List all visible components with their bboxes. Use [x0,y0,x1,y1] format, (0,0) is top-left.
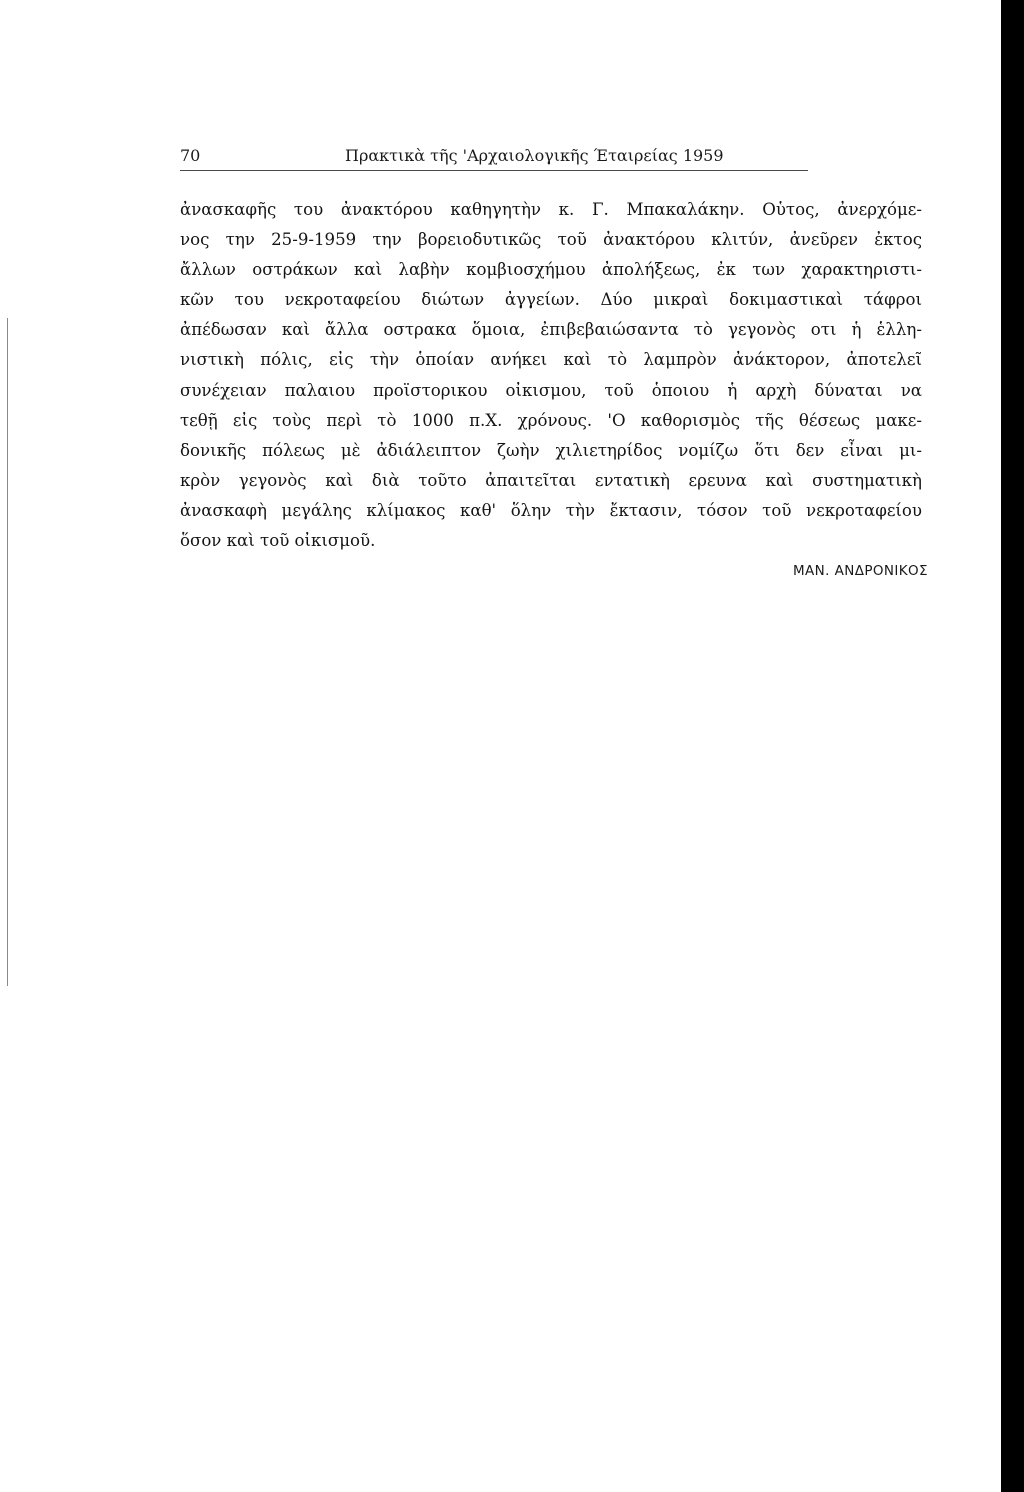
running-title: Πρακτικὰ τῆς 'Αρχαιολογικῆς Έταιρείας 1959 [345,146,724,165]
text-line: νιστικὴ πόλις, εἰς τὴν ὁποίαν ανήκει καὶ τὸ λαμπρὸν ἀνάκτορον, ἀποτελεῖ [180,350,922,370]
body-paragraph [180,195,922,556]
page-number: 70 [180,146,201,165]
text-line: ἀνασκαφῆς του ἀνακτόρου καθηγητὴν κ. Γ. Μπακαλάκην. Οὑτος, ἀνερχόμε- [180,200,922,219]
text-line: νος την 25-9-1959 την βορειοδυτικῶς τοῦ ἀνακτόρου κλιτύν, ἀνεῦρεν ἐκτος [180,230,922,250]
text-line: κρὸν γεγονὸς καὶ διὰ τοῦτο ἀπαιτεῖται εντατικὴ ερευνα καὶ συστηματικὴ [180,470,922,490]
text-line: ἀνασκαφὴ μεγάλης κλίμακος καθ' ὅλην τὴν ἔκτασιν, τόσον τοῦ νεκροταφείου [180,500,922,520]
text-line: ὅσον καὶ τοῦ οἰκισμοῦ. [180,531,376,551]
text-line: κῶν του νεκροταφείου διώτων ἀγγείων. Δύο μικραὶ δοκιμαστικαὶ τάφροι [180,290,922,310]
running-header [180,146,770,170]
binding-mark [7,318,8,986]
text-line: ἄλλων οστράκων καὶ λαβὴν κομβιοσχήμου ἀπολήξεως, ἐκ των χαρακτηριστι- [180,260,922,280]
author-signature: ΜΑΝ. ΑΝΔΡΟΝΙΚΟΣ [793,563,928,579]
text-line: ἀπέδωσαν καὶ ἄλλα οστρακα ὅμοια, ἐπιβεβαιώσαντα τὸ γεγονὸς οτι ἡ ἑλλη- [180,320,922,340]
text-line: τεθῇ εἰς τοὺς περὶ τὸ 1000 π.Χ. χρόνους. 'Ο καθορισμὸς τῆς θέσεως μακε- [180,410,922,430]
scan-margin [1001,0,1024,1492]
text-line: συνέχειαν παλαιου προϊστορικου οἰκισμου, τοῦ ὁποιου ἡ αρχὴ δύναται να [180,380,922,400]
text-line: δονικῆς πόλεως μὲ ἀδιάλειπτον ζωὴν χιλιετηρίδος νομίζω ὅτι δεν εἶναι μι- [180,440,922,460]
header-rule [180,170,808,171]
